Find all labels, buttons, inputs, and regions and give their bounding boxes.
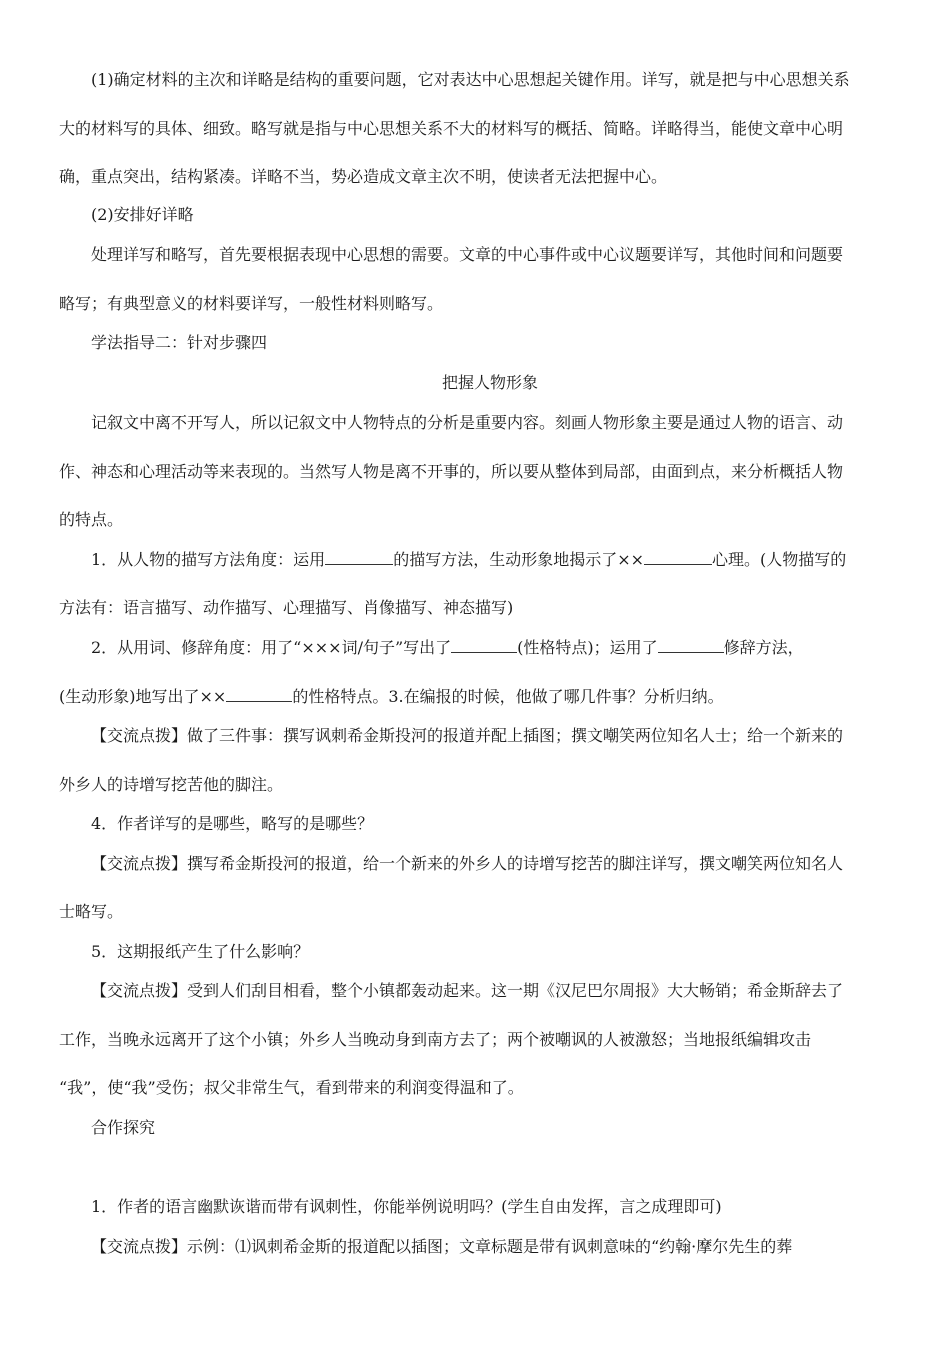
answer-line: 外乡人的诗增写挖苦他的脚注。 bbox=[59, 775, 284, 794]
question-line: 5．这期报纸产生了什么影响？ bbox=[91, 942, 310, 961]
paragraph-line: (1)确定材料的主次和详略是结构的重要问题，它对表达中心思想起关键作用。详写，就是把与中心思想关系 bbox=[91, 70, 850, 89]
question-line bbox=[0, 686, 950, 708]
paragraph-line: 的特点。 bbox=[59, 510, 124, 529]
question-text: 的性格特点。3.在编报的时候，他做了哪几件事？分析归纳。 bbox=[292, 687, 724, 706]
fill-blank bbox=[451, 638, 517, 653]
question-text: 1．从人物的描写方法角度：运用 bbox=[91, 550, 326, 569]
answer-line: 【交流点拨】撰写希金斯投河的报道，给一个新来的外乡人的诗增写挖苦的脚注详写，撰文嘲笑两位知名人 bbox=[91, 854, 844, 873]
answer-line: “我”，使“我”受伤；叔父非常生气，看到带来的利润变得温和了。 bbox=[59, 1078, 524, 1097]
question-line bbox=[0, 549, 950, 571]
question-line bbox=[0, 637, 950, 659]
section-heading: (2)安排好详略 bbox=[91, 205, 194, 224]
paragraph-line: 大的材料写的具体、细致。略写就是指与中心思想关系不大的材料写的概括、简略。详略得当，能使文章中心明 bbox=[59, 119, 844, 138]
question-text: (生动形象)地写出了×× bbox=[59, 687, 227, 706]
paragraph-line: 处理详写和略写，首先要根据表现中心思想的需要。文章的中心事件或中心议题要详写，其他时间和问题要 bbox=[91, 245, 844, 264]
answer-line: 工作，当晚永远离开了这个小镇；外乡人当晚动身到南方去了；两个被嘲讽的人被激怒；当地报纸编辑攻击 bbox=[59, 1030, 812, 1049]
fill-blank bbox=[658, 638, 724, 653]
question-text: (性格特点)；运用了 bbox=[517, 638, 658, 657]
question-text: 心理。(人物描写的 bbox=[712, 550, 847, 569]
section-heading: 学法指导二：针对步骤四 bbox=[91, 333, 268, 352]
answer-line: 【交流点拨】示例：⑴讽刺希金斯的报道配以插图；文章标题是带有讽刺意味的“约翰·摩尔先生的葬 bbox=[91, 1237, 793, 1256]
answer-line: 士略写。 bbox=[59, 902, 124, 921]
centered-title: 把握人物形象 bbox=[441, 373, 538, 392]
fill-blank bbox=[644, 550, 712, 565]
paragraph-line: 方法有：语言描写、动作描写、心理描写、肖像描写、神态描写) bbox=[59, 598, 514, 617]
question-line: 1．作者的语言幽默诙谐而带有讽刺性，你能举例说明吗？(学生自由发挥，言之成理即可) bbox=[91, 1197, 722, 1216]
answer-line: 【交流点拨】做了三件事：撰写讽刺希金斯投河的报道并配上插图；撰文嘲笑两位知名人士；给一个新来的 bbox=[91, 726, 844, 745]
paragraph-line: 确，重点突出，结构紧凑。详略不当，势必造成文章主次不明，使读者无法把握中心。 bbox=[59, 167, 668, 186]
paragraph-line: 略写；有典型意义的材料要详写，一般性材料则略写。 bbox=[59, 294, 444, 313]
question-text: 修辞方法， bbox=[723, 638, 804, 657]
fill-blank bbox=[226, 687, 292, 702]
answer-line: 【交流点拨】受到人们刮目相看，整个小镇都轰动起来。这一期《汉尼巴尔周报》大大畅销；希金斯辞去了 bbox=[91, 981, 844, 1000]
paragraph-line: 作、神态和心理活动等来表现的。当然写人物是离不开事的，所以要从整体到局部，由面到点，来分析概括人物 bbox=[59, 462, 844, 481]
paragraph-line: 记叙文中离不开写人，所以记叙文中人物特点的分析是重要内容。刻画人物形象主要是通过人物的语言、动 bbox=[91, 413, 844, 432]
question-text: 2．从用词、修辞角度：用了“×××词/句子”写出了 bbox=[91, 638, 452, 657]
fill-blank bbox=[325, 550, 393, 565]
question-line: 4．作者详写的是哪些，略写的是哪些？ bbox=[91, 814, 374, 833]
section-heading: 合作探究 bbox=[91, 1118, 156, 1137]
question-text: 的描写方法，生动形象地揭示了×× bbox=[393, 550, 645, 569]
